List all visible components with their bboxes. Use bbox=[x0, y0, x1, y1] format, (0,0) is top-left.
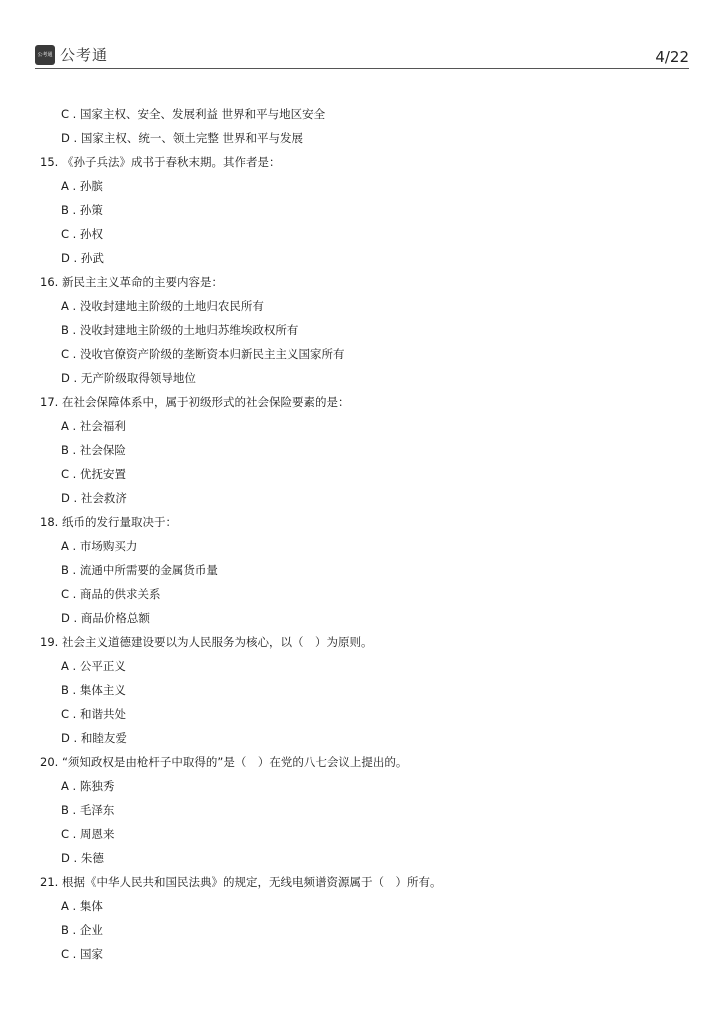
continued-option: C . 国家主权、安全、发展利益 世界和平与地区安全 bbox=[61, 107, 326, 121]
option: A . 陈独秀 bbox=[61, 779, 115, 793]
option: B . 毛泽东 bbox=[61, 803, 115, 817]
question-list bbox=[0, 102, 724, 966]
option: C . 和谐共处 bbox=[61, 707, 126, 721]
logo-text: 公考通 bbox=[60, 46, 109, 64]
question-16 bbox=[0, 270, 724, 390]
option: D . 商品价格总额 bbox=[61, 611, 150, 625]
option: D . 孙武 bbox=[61, 251, 104, 265]
option: A . 孙膑 bbox=[61, 179, 103, 193]
continued-option: D . 国家主权、统一、领土完整 世界和平与发展 bbox=[61, 131, 303, 145]
question-title: 21. 根据《中华人民共和国民法典》的规定，无线电频谱资源属于（ ）所有。 bbox=[40, 875, 442, 889]
option: B . 没收封建地主阶级的土地归苏维埃政权所有 bbox=[61, 323, 299, 337]
option: B . 社会保险 bbox=[61, 443, 126, 457]
question-title: 20. “须知政权是由枪杆子中取得的”是（ ）在党的八七会议上提出的。 bbox=[40, 755, 408, 769]
question-20 bbox=[0, 750, 724, 870]
option: C . 没收官僚资产阶级的垄断资本归新民主主义国家所有 bbox=[61, 347, 345, 361]
question-15 bbox=[0, 150, 724, 270]
option: D . 无产阶级取得领导地位 bbox=[61, 371, 196, 385]
option: C . 商品的供求关系 bbox=[61, 587, 161, 601]
option: D . 朱德 bbox=[61, 851, 104, 865]
option: D . 社会救济 bbox=[61, 491, 127, 505]
option: B . 孙策 bbox=[61, 203, 103, 217]
option: C . 孙权 bbox=[61, 227, 103, 241]
option: A . 市场购买力 bbox=[61, 539, 138, 553]
question-18 bbox=[0, 510, 724, 630]
logo-mark: 公考通 bbox=[35, 45, 55, 65]
option: A . 公平正义 bbox=[61, 659, 126, 673]
question-title: 19. 社会主义道德建设要以为人民服务为核心，以（ ）为原则。 bbox=[40, 635, 373, 649]
option: C . 周恩来 bbox=[61, 827, 115, 841]
option: A . 社会福利 bbox=[61, 419, 126, 433]
option: D . 和睦友爱 bbox=[61, 731, 127, 745]
question-title: 17. 在社会保障体系中，属于初级形式的社会保险要素的是： bbox=[40, 395, 350, 409]
question-21 bbox=[0, 870, 724, 966]
option: B . 集体主义 bbox=[61, 683, 126, 697]
question-title: 18. 纸币的发行量取决于： bbox=[40, 515, 177, 529]
page-header bbox=[35, 42, 689, 69]
option: B . 流通中所需要的金属货币量 bbox=[61, 563, 218, 577]
option: A . 没收封建地主阶级的土地归农民所有 bbox=[61, 299, 264, 313]
question-title: 15. 《孙子兵法》成书于春秋末期。其作者是： bbox=[40, 155, 281, 169]
question-title: 16. 新民主主义革命的主要内容是： bbox=[40, 275, 223, 289]
page-number: 4/22 bbox=[655, 48, 689, 66]
option: C . 国家 bbox=[61, 947, 103, 961]
brand-logo bbox=[35, 44, 108, 65]
question-17 bbox=[0, 390, 724, 510]
question-19 bbox=[0, 630, 724, 750]
option: A . 集体 bbox=[61, 899, 103, 913]
option: B . 企业 bbox=[61, 923, 103, 937]
option: C . 优抚安置 bbox=[61, 467, 126, 481]
